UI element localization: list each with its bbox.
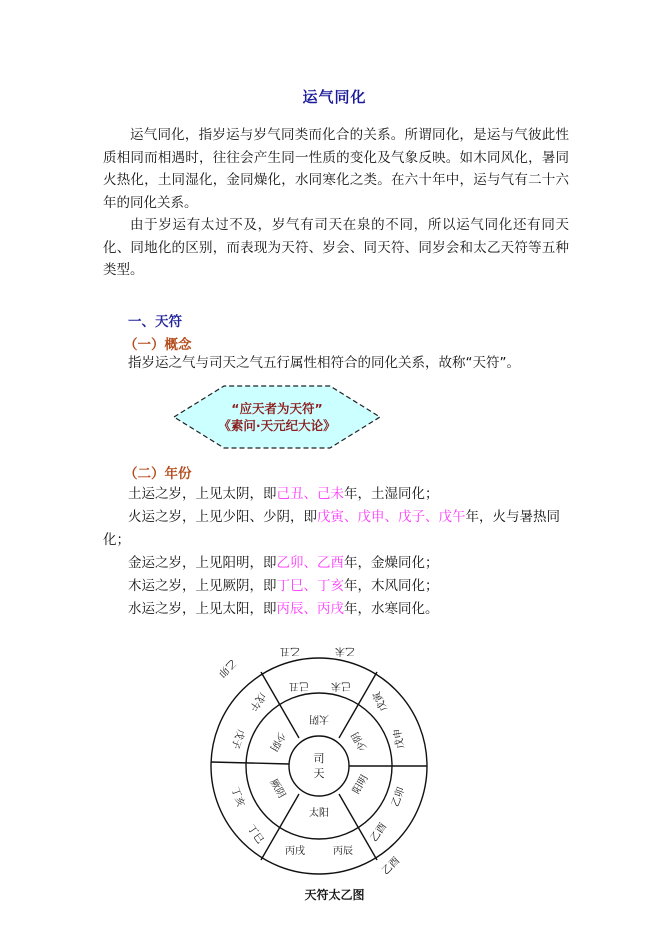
center-label-1: 司	[313, 752, 325, 765]
row-text: 年，金燥同化；	[344, 555, 439, 571]
year-row-earth	[128, 483, 439, 506]
intro-text	[103, 124, 569, 282]
svg-text:戊午: 戊午	[246, 690, 268, 713]
quote-source: 《素问·天元纪大论》	[218, 418, 336, 433]
center-label-2: 天	[313, 767, 325, 780]
svg-text:乙酉: 乙酉	[380, 855, 403, 878]
tianfu-taiyi-diagram	[195, 628, 445, 888]
row-highlight: 乙卯、乙酉	[276, 555, 344, 571]
row-text: 金运之岁，上见阳明，即	[128, 555, 277, 571]
row-highlight: 己丑、己未	[276, 486, 344, 502]
row-text: 木运之岁，上见厥阴，即	[128, 578, 277, 594]
diagram-caption: 天符太乙图	[304, 888, 365, 902]
year-row-metal	[128, 552, 439, 575]
inner-label-taiyang: 太阳	[309, 808, 329, 819]
svg-text:丙戌: 丙戌	[285, 846, 305, 857]
row-text: 化；	[103, 532, 130, 548]
inner-label-shaoyin-2: 少阴	[267, 729, 287, 753]
svg-text:乙卯: 乙卯	[390, 785, 408, 809]
svg-text:丙辰: 丙辰	[333, 846, 353, 857]
row-highlight: 戊寅、戊申、戊子、戊午	[317, 509, 466, 525]
row-highlight: 丙辰、丙戌	[276, 601, 344, 617]
svg-text:乙丑: 乙丑	[280, 645, 300, 656]
subheading-concept: （一）概念	[124, 337, 192, 353]
row-text: 水运之岁，上见太阳，即	[128, 601, 277, 617]
row-text: 年，土湿同化；	[344, 486, 439, 502]
inner-label-yangming: 阳明	[351, 773, 371, 797]
row-highlight: 丁巳、丁亥	[276, 578, 344, 594]
year-row-water	[128, 598, 439, 621]
svg-text:乙卯: 乙卯	[215, 656, 238, 679]
svg-text:戊子: 戊子	[228, 727, 246, 751]
svg-text:己丑: 己丑	[289, 680, 309, 691]
svg-text:己未: 己未	[331, 680, 351, 691]
svg-text:丁亥: 丁亥	[228, 785, 246, 809]
inner-label-jueyin: 厥阴	[267, 777, 287, 801]
svg-text:丁巳: 丁巳	[244, 823, 266, 846]
year-row-wood	[128, 575, 439, 598]
svg-text:乙未: 乙未	[335, 645, 355, 656]
svg-text:戊寅: 戊寅	[371, 689, 390, 713]
intro-paragraph-1: 运气同化，指岁运与岁气同类而化合的关系。所谓同化，是运与气彼此性质相同而相遇时，往往会产生同一性质的变化及气象反映。如木同风化，暑同火热化，土同湿化，金同燥化，水同寒化之类。在六十年中，运与气有二十六年的同化关系。	[103, 127, 569, 211]
quote-line-1: “应天者为天符”	[231, 401, 323, 416]
svg-text:乙酉: 乙酉	[368, 821, 390, 844]
year-row-fire	[128, 506, 560, 529]
inner-label-shaoyin: 少阴	[350, 729, 370, 753]
concept-text: 指岁运之气与司天之气五行属性相符合的同化关系，故称“天符”。	[128, 355, 520, 371]
row-text: 年，火与暑热同	[465, 509, 560, 525]
svg-text:戊申: 戊申	[392, 727, 407, 750]
row-text: 火运之岁，上见少阳、少阴，即	[128, 509, 317, 525]
quote-hexagon	[172, 384, 382, 450]
inner-label-taiyin: 太阴	[309, 713, 329, 724]
row-text: 年，木风同化；	[344, 578, 439, 594]
page-title: 运气同化	[302, 88, 367, 106]
year-row-fire-cont	[103, 529, 130, 552]
row-text: 土运之岁，上见太阴，即	[128, 486, 277, 502]
row-text: 年，水寒同化。	[344, 601, 439, 617]
subheading-years: （二）年份	[124, 466, 192, 482]
section-heading-tianfu: 一、天符	[128, 314, 182, 330]
intro-paragraph-2: 由于岁运有太过不及，岁气有司天在泉的不同，所以运气同化还有同天化、同地化的区别，而表现为天符、岁会、同天符、同岁会和太乙天符等五种类型。	[103, 217, 569, 278]
